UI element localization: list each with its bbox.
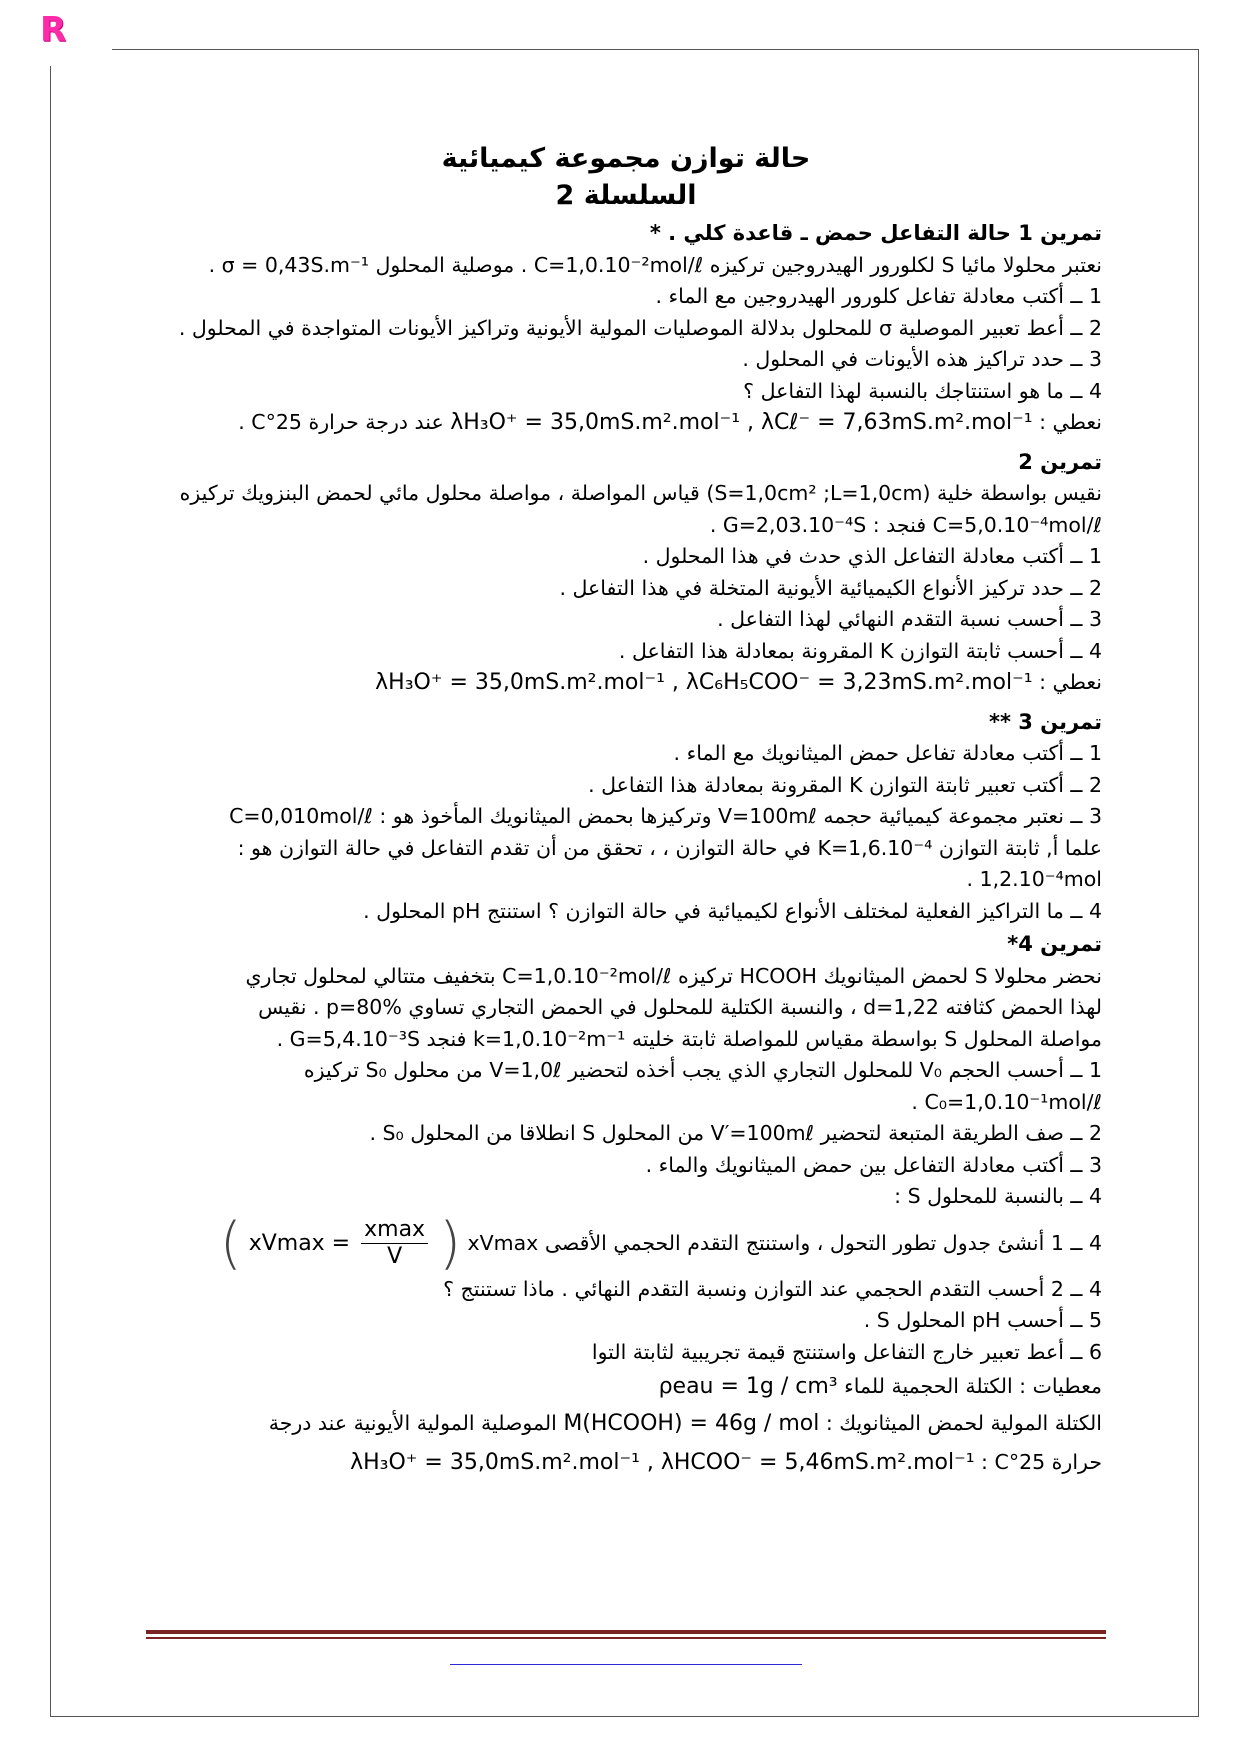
frame-border-right <box>1198 49 1199 1716</box>
exercise-3-q3c: 1,2.10⁻⁴mol . <box>966 867 1102 891</box>
exercise-4-q3: 3 ــ أكتب معادلة التفاعل بين حمض الميثانويك والماء . <box>645 1152 1102 1177</box>
page-title: حالة توازن مجموعة كيميائية <box>441 143 811 174</box>
exercise-2-heading: تمرين 2 <box>1018 449 1102 474</box>
exercise-2-q3: 3 ــ أحسب نسبة التقدم النهائي لهذا التفاعل . <box>717 607 1102 631</box>
exercise-2-intro: نقيس بواسطة خلية (S=1,0cm² ;L=1,0cm) قياس المواصلة ، مواصلة محلول مائي لحمض البنزويك تركيزه C=5,0.10⁻⁴mol/ℓ فنجد : G=2,03.10⁻⁴S . <box>179 481 1102 537</box>
ionic-conductivity-formula: λH₃O⁺ = 35,0mS.m².mol⁻¹ , λC₆H₅COO⁻ = 3,23mS.m².mol⁻¹ <box>375 670 1033 695</box>
exercise-4-q1b: C₀=1,0.10⁻¹mol/ℓ . <box>911 1089 1102 1114</box>
data-label: معطيات : الكتلة الحجمية للماء <box>844 1374 1102 1398</box>
exercise-4-heading: تمرين 4* <box>1007 932 1102 956</box>
ionic-conductivity-formula: λH₃O⁺ = 35,0mS.m².mol⁻¹ , λHCOO⁻ = 5,46mS.m².mol⁻¹ <box>350 1450 975 1475</box>
exercise-3-q1: 1 ــ أكتب معادلة تفاعل حمض الميثانويك مع الماء . <box>673 741 1102 765</box>
exercise-4-data-density <box>150 1368 1102 1405</box>
fraction <box>361 1217 428 1270</box>
exercise-3-q3b: علما أ, ثابتة التوازن K=1,6.10⁻⁴ في حالة التوازن ، ، تحقق من أن تقدم التفاعل في حالة التوازن هو : <box>237 835 1102 860</box>
exercise-2-q4: 4 ــ أحسب ثابتة التوازن K المقرونة بمعادلة هذا التفاعل . <box>618 638 1102 663</box>
exercise-4-intro-1: نحضر محلولا S لحمض الميثانويك HCOOH تركيزه C=1,0.10⁻²mol/ℓ بتخفيف متتالي لمحلول تجاري <box>245 963 1102 988</box>
exercise-1-q2: 2 ــ أعط تعبير الموصلية σ للمحلول بدلالة الموصليات المولية الأيونية وتراكيز الأيونات المتواجدة في المحلول . <box>178 315 1102 340</box>
exercise-4-intro-2: لهذا الحمض كثافته d=1,22 ، والنسبة الكتلية للمحلول في الحمض التجاري تساوي p=80% . نقيس <box>258 995 1102 1019</box>
exercise-2-q2: 2 ــ حدد تركيز الأنواع الكيميائية الأيونية المتخلة في هذا التفاعل . <box>559 575 1102 600</box>
frame-border-top <box>112 49 1198 50</box>
conductivity-label: الموصلية المولية الأيونية عند درجة <box>268 1411 557 1435</box>
exercise-2-given <box>150 667 1102 699</box>
series-title: السلسلة 2 <box>555 180 697 211</box>
exercise-4-q4-1 <box>150 1210 1102 1276</box>
exercise-4-q6: 6 ــ أعط تعبير خارج التفاعل واستنتج قيمة تجريبية لثابتة التوا <box>591 1339 1102 1364</box>
ionic-conductivity-formula: λH₃O⁺ = 35,0mS.m².mol⁻¹ , λCℓ⁻ = 7,63mS.m².mol⁻¹ <box>450 410 1033 435</box>
given-temperature: عند درجة حرارة 25°C . <box>238 410 444 434</box>
exercise-4-data-molar <box>150 1405 1102 1442</box>
fraction-denominator: V <box>387 1244 403 1269</box>
exercise-1-given <box>150 407 1102 439</box>
frame-border-left <box>50 66 51 1716</box>
given-label: نعطي : <box>1039 410 1102 434</box>
exercise-3-q2: 2 ــ أكتب تعبير ثابتة التوازن K المقرونة بمعادلة هذا التفاعل . <box>588 772 1102 797</box>
max-volumetric-advancement-formula <box>219 1210 461 1276</box>
exercise-4-q5: 5 ــ أحسب pH المحلول S . <box>863 1308 1102 1332</box>
exercise-3-q3a: 3 ــ نعتبر مجموعة كيميائية حجمه V=100mℓ وتركيزها بحمض الميثانويك المأخوذ هو : C=0,010mol/ℓ <box>229 804 1102 828</box>
footer-rule <box>146 1630 1106 1634</box>
exercise-4-q1a: 1 ــ أحسب الحجم V₀ للمحلول التجاري الذي يجب أخذه لتحضير V=1,0ℓ من محلول S₀ تركيزه <box>303 1058 1102 1082</box>
molar-mass-formula: M(HCOOH) = 46g / mol <box>563 1411 820 1436</box>
left-parenthesis: ( <box>219 1210 242 1276</box>
exercise-4-data-conductivity <box>150 1442 1102 1483</box>
right-parenthesis: ) <box>439 1210 461 1276</box>
question-text: 4 ــ 1 أنشئ جدول تطور التحول ، واستنتج التقدم الحجمي الأقصى xVmax <box>467 1230 1102 1255</box>
logo: R <box>40 10 66 50</box>
footer-link-underline[interactable] <box>450 1664 802 1665</box>
frame-border-bottom <box>50 1716 1199 1717</box>
footer-rule-thin <box>146 1637 1106 1639</box>
fraction-numerator: xmax <box>361 1217 428 1244</box>
exercise-4-q4-2: 4 ــ 2 أحسب التقدم الحجمي عند التوازن ونسبة التقدم النهائي . ماذا تستنتج ؟ <box>443 1276 1102 1301</box>
exercise-3-heading: تمرين 3 ** <box>988 709 1102 734</box>
document-body <box>150 140 1102 1483</box>
water-density-formula: ρeau = 1g / cm³ <box>658 1374 838 1399</box>
exercise-3-q4: 4 ــ ما التراكيز الفعلية لمختلف الأنواع لكيميائية في حالة التوازن ؟ استنتج pH المحلول . <box>363 898 1102 923</box>
exercise-1-heading: تمرين 1 حالة التفاعل حمض ـ قاعدة كلي . * <box>649 221 1102 245</box>
given-label: نعطي : <box>1039 670 1102 694</box>
exercise-4-q4: 4 ــ بالنسبة للمحلول S : <box>894 1184 1102 1208</box>
exercise-2-q1: 1 ــ أكتب معادلة التفاعل الذي حدث في هذا المحلول . <box>642 544 1102 568</box>
exercise-1-intro: نعتبر محلولا مائيا S لكلورور الهيدروجين تركيزه C=1,0.10⁻²mol/ℓ . موصلية المحلول σ = 0,43S.m⁻¹ . <box>208 252 1102 277</box>
exercise-1-q4: 4 ــ ما هو استنتاجك بالنسبة لهذا التفاعل ؟ <box>743 378 1102 403</box>
exercise-1-q3: 3 ــ حدد تراكيز هذه الأيونات في المحلول . <box>742 347 1102 371</box>
exercise-4-intro-3: مواصلة المحلول S بواسطة مقياس للمواصلة ثابتة خليته k=1,0.10⁻²m⁻¹ فنجد G=5,4.10⁻³S . <box>276 1026 1102 1051</box>
temperature-label: حرارة 25°C : <box>981 1450 1102 1474</box>
exercise-1-q1: 1 ــ أكتب معادلة تفاعل كلورور الهيدروجين مع الماء . <box>655 284 1102 308</box>
exercise-4-q2: 2 ــ صف الطريقة المتبعة لتحضير V′=100mℓ من المحلول S انطلاقا من المحلول S₀ . <box>369 1121 1102 1145</box>
formula-lhs: xVmax = <box>248 1230 351 1256</box>
molar-mass-label: الكتلة المولية لحمض الميثانويك : <box>825 1411 1102 1435</box>
